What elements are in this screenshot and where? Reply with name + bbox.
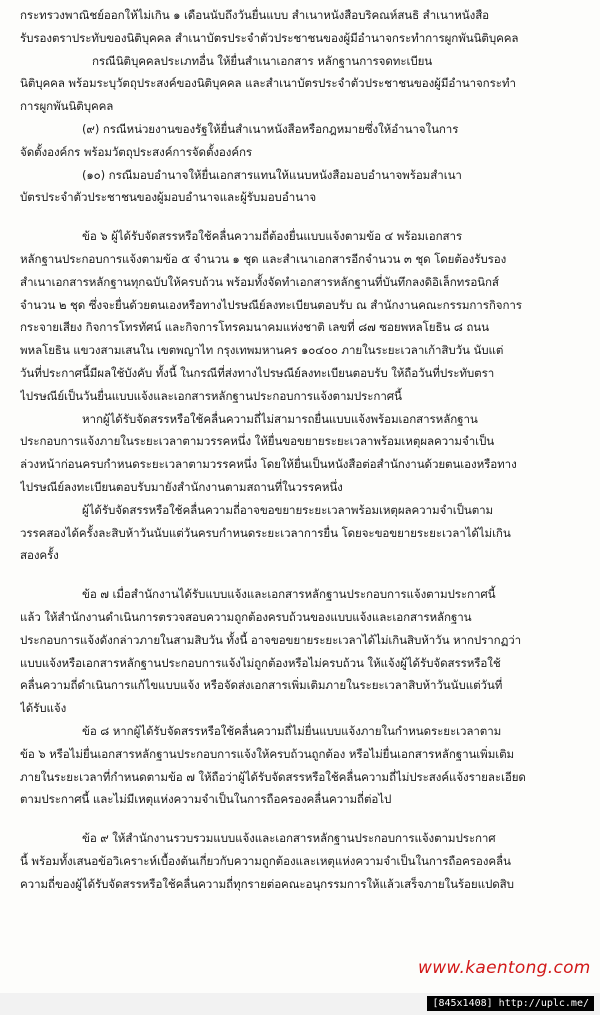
text-line: ภายในระยะเวลาที่กำหนดตามข้อ ๗ ให้ถือว่าผู้ได้รับจัดสรรหรือใช้คลื่นความถี่ไม่ประสงค์แจ้งรายละเอียด [20, 769, 526, 784]
text-line: ข้อ ๘ หากผู้ได้รับจัดสรรหรือใช้คลื่นความถี่ไม่ยื่นแบบแจ้งภายในกำหนดระยะเวลาตาม [82, 723, 502, 738]
text-line: วรรคสองได้ครั้งละสิบห้าวันนับแต่วันครบกำหนดระยะเวลาการยื่น โดยจะขอขยายระยะเวลาได้ไม่เกิน [20, 525, 511, 540]
text-line: กระจายเสียง กิจการโทรทัศน์ และกิจการโทรคมนาคมแห่งชาติ เลขที่ ๘๗ ซอยพหลโยธิน ๘ ถนน [20, 320, 489, 335]
text-line: หลักฐานประกอบการแจ้งตามข้อ ๕ จำนวน ๑ ชุด และสำเนาเอกสารอีกจำนวน ๓ ชุด โดยต้องรับรอง [20, 251, 507, 266]
paragraph-gap [20, 209, 582, 225]
document-body [20, 4, 582, 895]
text-line: ตามประกาศนี้ และไม่มีเหตุแห่งความจำเป็นในการถือครองคลื่นความถี่ต่อไป [20, 792, 392, 807]
text-line: นี้ พร้อมทั้งเสนอข้อวิเคราะห์เบื้องต้นเกี่ยวกับความถูกต้องและเหตุแห่งความจำเป็นในการถือครองคลื่น [20, 853, 511, 868]
text-line: คลื่นความถี่ดำเนินการแก้ไขแบบแจ้ง หรือจัดส่งเอกสารเพิ่มเติมภายในระยะเวลาสิบห้าวันนับแต่วันที่ [20, 678, 503, 693]
text-line: นิติบุคคล พร้อมระบุวัตถุประสงค์ของนิติบุคคล และสำเนาบัตรประจำตัวประชาชนของผู้มีอำนาจกระทำ [20, 76, 516, 91]
paragraph-gap [20, 567, 582, 583]
text-line: ข้อ ๖ หรือไม่ยื่นเอกสารหลักฐานประกอบการแจ้งให้ครบถ้วนถูกต้อง หรือไม่ยื่นเอกสารหลักฐานเพิ่มเติม [20, 746, 515, 761]
text-line: (๑๐) กรณีมอบอำนาจให้ยื่นเอกสารแทนให้แนบหนังสือมอบอำนาจพร้อมสำเนา [82, 167, 462, 182]
text-line: กระทรวงพาณิชย์ออกให้ไม่เกิน ๑ เดือนนับถึงวันยื่นแบบ สำเนาหนังสือบริคณห์สนธิ สำเนาหนังสือ [20, 8, 490, 22]
text-line: ข้อ ๗ เมื่อสำนักงานได้รับแบบแจ้งและเอกสารหลักฐานประกอบการแจ้งตามประกาศนี้ [82, 587, 496, 602]
text-line: พหลโยธิน แขวงสามเสนใน เขตพญาไท กรุงเทพมหานคร ๑๐๔๐๐ ภายในระยะเวลาเก้าสิบวัน นับแต่ [20, 343, 504, 358]
text-line: ผู้ได้รับจัดสรรหรือใช้คลื่นความถี่อาจขอขยายระยะเวลาพร้อมเหตุผลความจำเป็นตาม [82, 502, 494, 517]
text-line: แล้ว ให้สำนักงานดำเนินการตรวจสอบความถูกต้องครบถ้วนของแบบแจ้งและเอกสารหลักฐาน [20, 609, 472, 624]
text-line: วันที่ประกาศนี้มีผลใช้บังคับ ทั้งนี้ ในกรณีที่ส่งทางไปรษณีย์ลงทะเบียนตอบรับ ให้ถือวันที่ประทับตรา [20, 365, 495, 380]
text-line: ข้อ ๖ ผู้ได้รับจัดสรรหรือใช้คลื่นความถี่ต้องยื่นแบบแจ้งตามข้อ ๔ พร้อมเอกสาร [82, 229, 463, 244]
text-line: ไปรษณีย์ลงทะเบียนตอบรับมายังสำนักงานตามสถานที่ในวรรคหนึ่ง [20, 479, 343, 494]
text-line: ประกอบการแจ้งดังกล่าวภายในสามสิบวัน ทั้งนี้ อาจขอขยายระยะเวลาได้ไม่เกินสิบห้าวัน หากปรากฏว่า [20, 632, 522, 647]
paragraph-gap [20, 811, 582, 827]
text-line: ความถี่ของผู้ได้รับจัดสรรหรือใช้คลื่นความถี่ทุกรายต่อคณะอนุกรรมการให้แล้วเสร็จภายในร้อยแปดสิบ [20, 876, 514, 891]
watermark-text: www.kaentong.com [418, 958, 591, 978]
text-line: บัตรประจำตัวประชาชนของผู้มอบอำนาจและผู้รับมอบอำนาจ [20, 190, 317, 205]
text-line: จำนวน ๒ ชุด ซึ่งจะยื่นด้วยตนเองหรือทางไปรษณีย์ลงทะเบียนตอบรับ ณ สำนักงานคณะกรรมการกิจการ [20, 297, 522, 312]
text-line: ไปรษณีย์เป็นวันยื่นแบบแจ้งและเอกสารหลักฐานประกอบการแจ้งตามประกาศนี้ [20, 388, 402, 403]
text-line: ล่วงหน้าก่อนครบกำหนดระยะเวลาตามวรรคหนึ่ง โดยให้ยื่นเป็นหนังสือต่อสำนักงานด้วยตนเองหรือทาง [20, 457, 517, 472]
text-line: ข้อ ๙ ให้สำนักงานรวบรวมแบบแจ้งและเอกสารหลักฐานประกอบการแจ้งตามประกาศ [82, 831, 496, 846]
text-line: จัดตั้งองค์กร พร้อมวัตถุประสงค์การจัดตั้งองค์กร [20, 144, 253, 159]
image-footer [0, 993, 600, 1015]
text-line: แบบแจ้งหรือเอกสารหลักฐานประกอบการแจ้งไม่ถูกต้องหรือไม่ครบถ้วน ให้แจ้งผู้ได้รับจัดสรรหรือใช้ [20, 655, 501, 670]
text-line: รับรองตราประทับของนิติบุคคล สำเนาบัตรประจำตัวประชาชนของผู้มีอำนาจกระทำการผูกพันนิติบุคคล [20, 30, 519, 45]
image-size-link-label[interactable]: [845x1408] http://uplc.me/ [427, 996, 594, 1011]
text-line: (๙) กรณีหน่วยงานของรัฐให้ยื่นสำเนาหนังสือหรือกฎหมายซึ่งให้อำนาจในการ [82, 121, 459, 136]
text-line: ได้รับแจ้ง [20, 701, 67, 716]
text-line: สำเนาเอกสารหลักฐานทุกฉบับให้ครบถ้วน พร้อมทั้งจัดทำเอกสารหลักฐานที่บันทึกลงดิอิเล็กทรอนิกส์ [20, 274, 499, 289]
text-line: ประกอบการแจ้งภายในระยะเวลาตามวรรคหนึ่ง ให้ยื่นขอขยายระยะเวลาพร้อมเหตุผลความจำเป็น [20, 434, 495, 449]
text-line: การผูกพันนิติบุคคล [20, 99, 114, 114]
text-line: กรณีนิติบุคคลประเภทอื่น ให้ยื่นสำเนาเอกสาร หลักฐานการจดทะเบียน [92, 53, 433, 68]
text-line: หากผู้ได้รับจัดสรรหรือใช้คลื่นความถี่ไม่สามารถยื่นแบบแจ้งพร้อมเอกสารหลักฐาน [82, 411, 478, 426]
text-line: สองครั้ง [20, 548, 59, 563]
